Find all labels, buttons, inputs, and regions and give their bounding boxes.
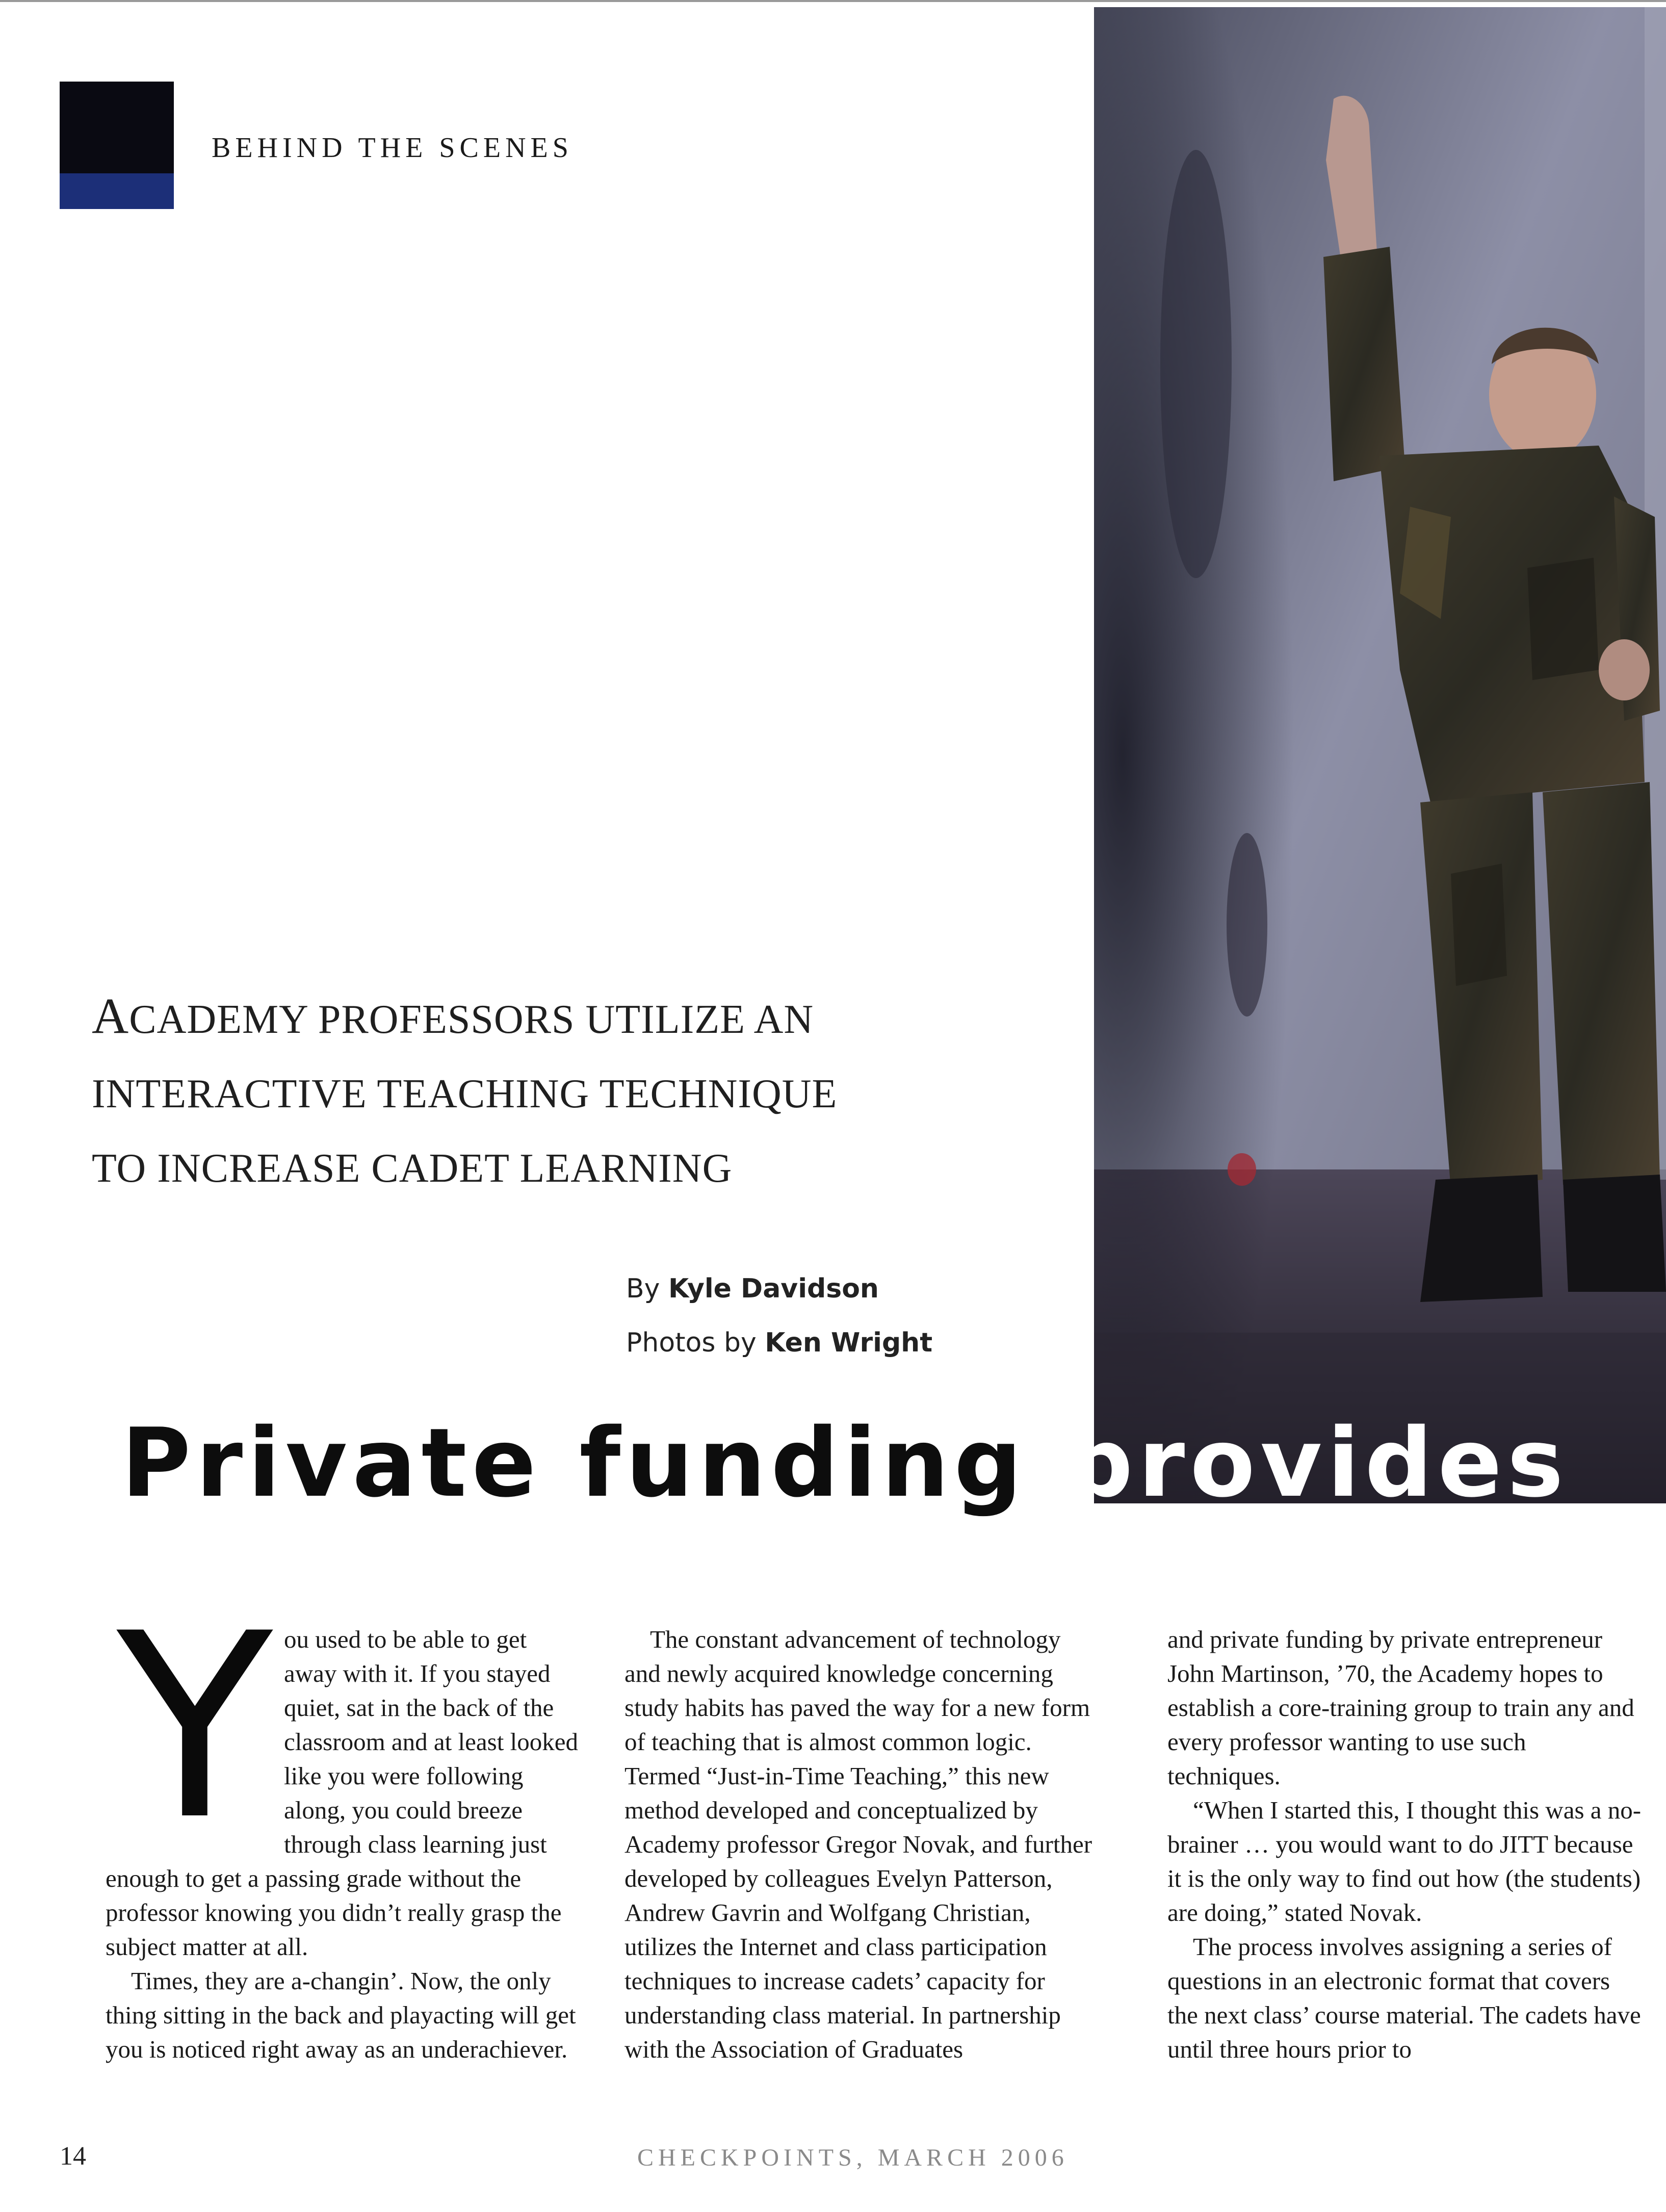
article-column-1 (106, 1579, 580, 2066)
deck-line-2: INTERACTIVE TEACHING TECHNIQUE (92, 1072, 838, 1116)
deck-initial-cap: A (92, 987, 129, 1044)
publication-footer: CHECKPOINTS, MARCH 2006 (637, 2144, 1069, 2171)
cadet-photo (1094, 7, 1666, 1503)
col1-paragraph-1: ou used to be able to get away with it. If you stayed quiet, sat in the back of the classroom and at least looked like you were following along, you could breeze through class learning just enough to get a passing grade without the professor knowing you didn’t really grasp the subject matter at all. (106, 1625, 578, 1961)
deck-line-3: TO INCREASE CADET LEARNING (92, 1146, 733, 1191)
deck-line-1 (92, 979, 1060, 1057)
section-color-block (60, 82, 174, 209)
article-column-3 (1167, 1622, 1642, 2066)
headline-part-1: Private funding (121, 1408, 1027, 1518)
author-credit (626, 1262, 932, 1316)
author-name: Kyle Davidson (668, 1273, 879, 1304)
article-column-2 (624, 1622, 1099, 2066)
section-block-blue (60, 173, 174, 209)
drop-cap: Y (117, 1579, 273, 1876)
photos-prefix: Photos by (626, 1328, 757, 1358)
article-deck (92, 979, 1060, 1206)
col1-paragraph-2: Times, they are a-changin’. Now, the only thing sitting in the back and playacting will get you is noticed right away as an underachiever. (106, 1967, 576, 2063)
page-number: 14 (60, 2142, 86, 2171)
section-label: BEHIND THE SCENES (212, 132, 573, 164)
headline-part-2: provides (1065, 1408, 1569, 1518)
section-block-black (60, 82, 174, 173)
by-prefix: By (626, 1273, 660, 1304)
photo-cadet-raising-hand-icon (1094, 7, 1666, 1503)
top-rule (0, 0, 1666, 2)
photographer-name: Ken Wright (765, 1328, 933, 1358)
headline (121, 1402, 1569, 1524)
deck-line-1-text: CADEMY PROFESSORS UTILIZE AN (129, 997, 814, 1042)
col3-paragraph-3: The process involves assigning a series of questions in an electronic format that covers the next class’ course material. The cadets have until three hours prior to (1167, 1933, 1641, 2063)
col3-paragraph-1: and private funding by private entrepreneur John Martinson, ’70, the Academy hopes to establish a core-training group to train any and every professor wanting to use such techniques. (1167, 1625, 1634, 1790)
byline (626, 1262, 932, 1370)
col3-paragraph-2: “When I started this, I thought this was a no-brainer … you would want to do JITT because it is the only way to find out how (the students) are doing,” stated Novak. (1167, 1796, 1642, 1927)
photo-credit (626, 1316, 932, 1370)
col2-paragraph-1: The constant advancement of technology and newly acquired knowledge concerning study habits has paved the way for a new form of teaching that is almost common logic. Termed “Just-in-Time Teaching,” this new method developed and conceptualized by Academy professor Gregor Novak, and further developed by colleagues Evelyn Patterson, Andrew Gavrin and Wolfgang Christian, utilizes the Internet and class participation techniques to increase cadets’ capacity for understanding class material. In partnership with the Association of Graduates (624, 1625, 1092, 2063)
